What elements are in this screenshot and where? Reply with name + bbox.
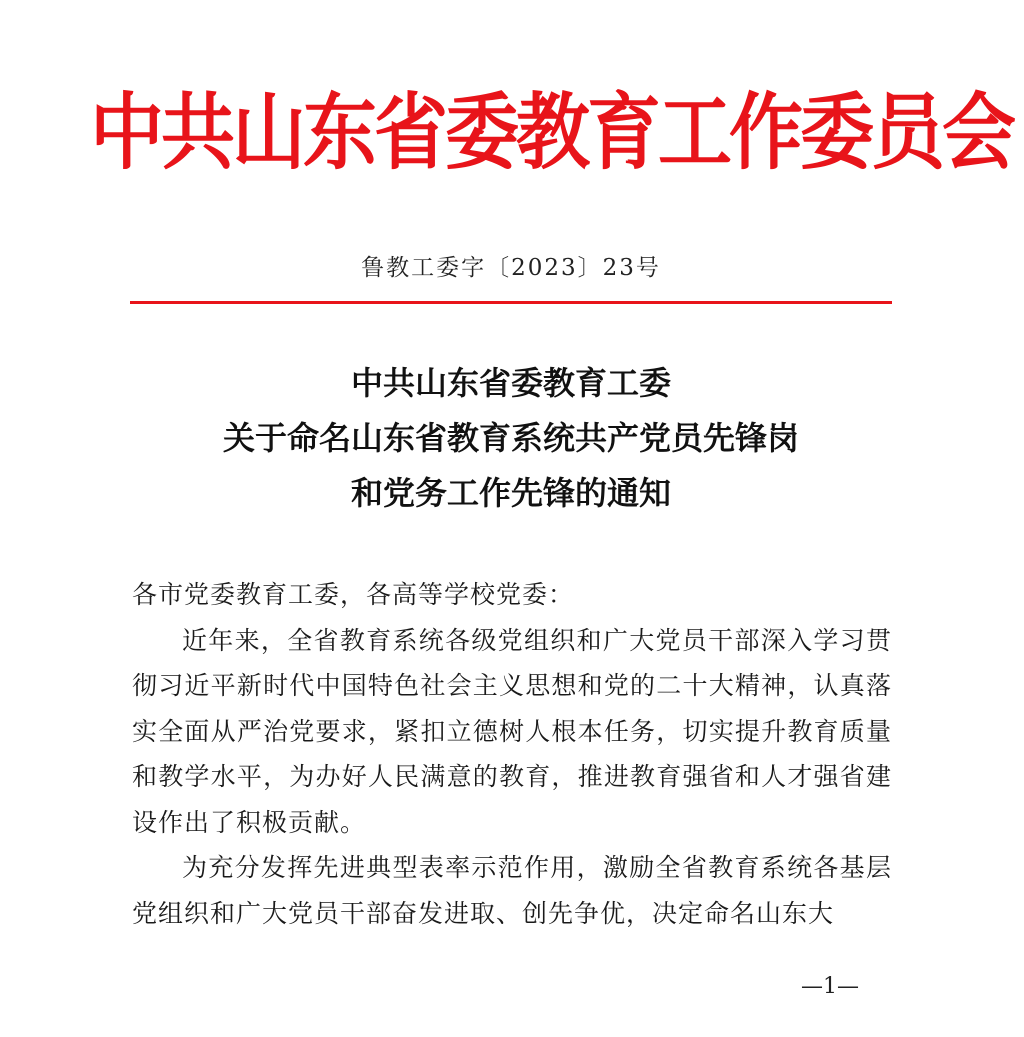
- body-paragraph-1: 近年来，全省教育系统各级党组织和广大党员干部深入学习贯彻习近平新时代中国特色社会主义思想和党的二十大精神，认真落实全面从严治党要求，紧扣立德树人根本任务，切实提升教育质量和教学水平，为办好人民满意的教育，推进教育强省和人才强省建设作出了积极贡献。: [132, 625, 892, 837]
- document-body: [132, 572, 892, 936]
- salutation: 各市党委教育工委，各高等学校党委：: [132, 580, 575, 609]
- masthead-org-name: 中共山东省委教育工作委员会: [90, 84, 1013, 182]
- page-number: —1—: [801, 974, 859, 999]
- document-title: [110, 356, 912, 521]
- title-line-2: 关于命名山东省教育系统共产党员先锋岗: [222, 419, 799, 457]
- body-paragraph-2: 为充分发挥先进典型表率示范作用，激励全省教育系统各基层党组织和广大党员干部奋发进取、创先争优，决定命名山东大: [132, 853, 892, 928]
- red-separator-rule: [130, 301, 892, 304]
- title-line-1: 中共山东省委教育工委: [350, 364, 671, 402]
- document-number: 鲁教工委字〔2023〕23号: [361, 255, 661, 281]
- title-line-3: 和党务工作先锋的通知: [350, 474, 671, 512]
